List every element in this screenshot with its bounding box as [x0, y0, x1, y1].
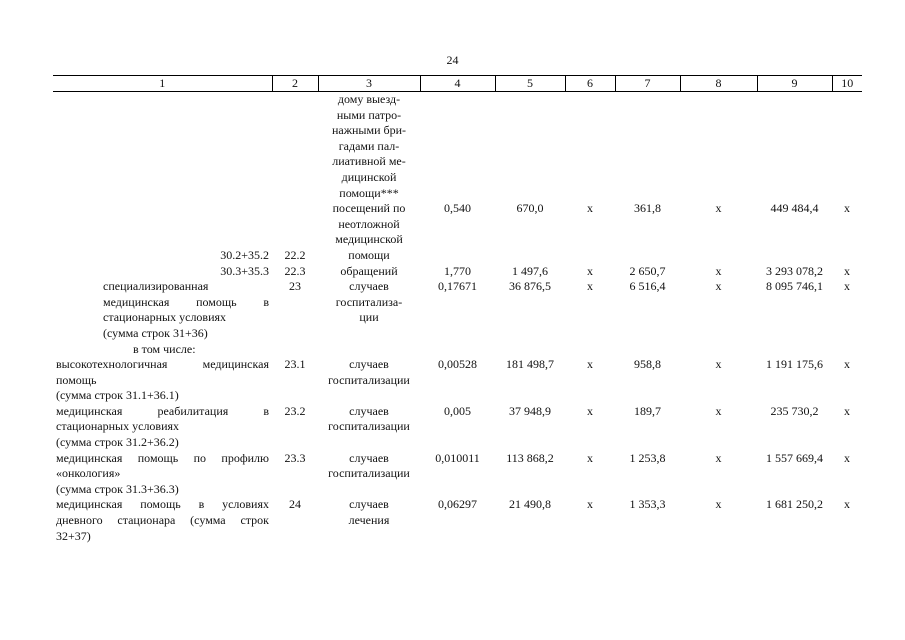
row-col8: х — [715, 403, 722, 418]
row-col7: 189,7 — [634, 403, 661, 418]
row-unit — [318, 92, 420, 264]
row-col8: х — [715, 497, 722, 512]
row-col9: 1 681 250,2 — [766, 497, 823, 512]
row-unit: случаев госпитализа- ции — [335, 279, 403, 325]
table-row — [53, 357, 862, 404]
row-norm: 0,540 — [444, 201, 471, 215]
header-col-2: 2 — [272, 76, 318, 92]
row-unit: случаев госпитализации — [328, 403, 410, 434]
row-col6: х — [587, 497, 593, 512]
row-norm: 0,010011 — [435, 450, 480, 465]
row-col6: х — [587, 357, 593, 372]
row-col7: 2 650,7 — [629, 263, 666, 278]
table-row — [53, 497, 862, 544]
row-col7: 958,8 — [634, 357, 661, 372]
row-cost: 113 868,2 — [506, 450, 554, 465]
header-col-4: 4 — [420, 76, 495, 92]
page-number: 24 — [446, 53, 459, 67]
header-col-7: 7 — [615, 76, 680, 92]
row-col9: 8 095 746,1 — [766, 279, 823, 294]
row-col9: 235 730,2 — [770, 403, 819, 418]
row-unit: случаев лечения — [348, 497, 390, 528]
header-col-5: 5 — [495, 76, 565, 92]
row-code: 22.2 — [284, 247, 306, 262]
row-norm: 0,005 — [444, 403, 471, 418]
row-norm: 0,00528 — [438, 357, 477, 372]
row-unit-continuation: дому выезд- ными патро- нажными бри- гадами пал- лиативной ме- дицинской помощи*** — [331, 92, 407, 200]
row-cost: 181 498,7 — [506, 357, 554, 372]
row-col7: 6 516,4 — [629, 279, 666, 294]
row-col10: х — [844, 450, 850, 465]
row-col8: х — [715, 201, 722, 215]
row-name: специализированная медицинская помощь в стационарных условиях (сумма строк 31+36) — [103, 279, 269, 340]
row-name: медицинская помощь в условиях дневного стационара (сумма строк 32+37) — [56, 497, 269, 543]
row-col10: х — [844, 279, 850, 294]
row-col8: х — [715, 450, 722, 465]
row-col8: х — [715, 357, 722, 372]
row-cost: 670,0 — [516, 201, 544, 215]
row-col10: х — [844, 357, 850, 372]
row-name: 30.2+35.2 — [220, 247, 269, 262]
row-name: медицинская реабилитация в стационарных условиях (сумма строк 31.2+36.2) — [56, 403, 269, 450]
table-row — [53, 92, 862, 264]
row-col10: х — [844, 263, 850, 278]
row-col10: х — [844, 201, 850, 215]
row-norm: 0,17671 — [438, 279, 477, 294]
row-col10: х — [844, 497, 850, 512]
header-col-1: 1 — [53, 76, 272, 92]
row-code: 23 — [289, 279, 301, 294]
row-cost: 1 497,6 — [512, 263, 548, 278]
row-name: 30.3+35.3 — [220, 263, 269, 278]
header-col-6: 6 — [565, 76, 615, 92]
row-unit-main: посещений по неотложной медицинской помощи — [332, 201, 406, 262]
row-col6: х — [587, 279, 593, 294]
row-col10: х — [844, 403, 850, 418]
header-col-3: 3 — [318, 76, 420, 92]
row-col7: 1 253,8 — [629, 450, 666, 465]
table-row — [53, 451, 862, 498]
row-unit: случаев госпитализации — [328, 450, 410, 481]
row-name: медицинская помощь по профилю «онкология» (сумма строк 31.3+36.3) — [56, 450, 269, 496]
row-code: 23.2 — [284, 403, 306, 418]
row-norm: 1,770 — [444, 263, 471, 278]
row-norm: 0,06297 — [438, 497, 477, 512]
table-row — [53, 264, 862, 280]
header-col-8: 8 — [680, 76, 757, 92]
row-unit: обращений — [340, 263, 398, 278]
row-col6: х — [587, 201, 593, 215]
row-col9: 449 484,4 — [770, 201, 819, 215]
row-cost: 37 948,9 — [509, 403, 551, 418]
row-col6: х — [587, 263, 593, 278]
table-row — [53, 404, 862, 451]
row-code: 23.3 — [284, 450, 306, 465]
row-col8: х — [715, 279, 722, 294]
row-col6: х — [587, 450, 593, 465]
row-cost: 21 490,8 — [509, 497, 551, 512]
header-col-9: 9 — [757, 76, 832, 92]
row-col7: 361,8 — [634, 201, 661, 215]
header-row — [53, 76, 862, 92]
row-unit: случаев госпитализации — [328, 357, 410, 387]
header-col-10: 10 — [832, 76, 862, 92]
row-name: высокотехнологичная медицинская помощь (сумма строк 31.1+36.1) — [56, 357, 269, 403]
row-col9: 3 293 078,2 — [766, 263, 823, 278]
row-col9: 1 191 175,6 — [766, 357, 823, 372]
row-code: 24 — [289, 497, 301, 512]
table-row — [53, 342, 862, 358]
row-code: 22.3 — [284, 263, 306, 278]
row-col7: 1 353,3 — [629, 497, 666, 512]
table-row — [53, 279, 862, 341]
row-col9: 1 557 669,4 — [766, 450, 823, 465]
row-code: 23.1 — [284, 357, 306, 372]
row-subheading: в том числе: — [133, 341, 196, 356]
row-cost: 36 876,5 — [509, 279, 551, 294]
row-col8: х — [715, 263, 722, 278]
budget-table — [53, 75, 862, 544]
row-col6: х — [587, 403, 593, 418]
